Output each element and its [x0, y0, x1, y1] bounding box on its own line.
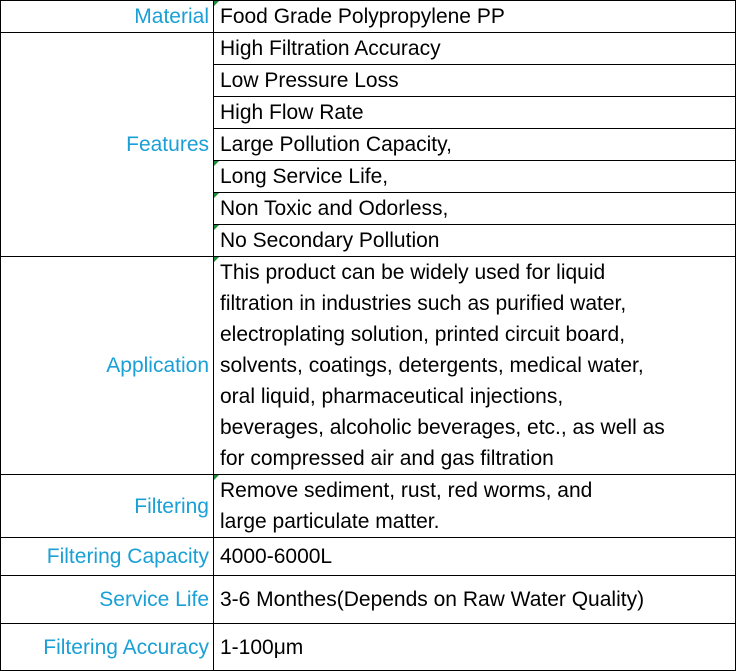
table-row-material: [1, 1, 736, 33]
table-row-application: [1, 257, 736, 475]
table-row-filtering-capacity: [1, 538, 736, 576]
application-line: for compressed air and gas filtration: [220, 447, 554, 470]
feature-item: No Secondary Pollution: [214, 225, 736, 257]
feature-item: Long Service Life,: [214, 161, 736, 193]
row-label-material: Material: [1, 1, 214, 33]
application-description: [214, 257, 736, 475]
filtering-accuracy-value: 1-100μm: [214, 624, 736, 671]
application-line: filtration in industries such as purified water,: [220, 292, 627, 315]
table-row-service-life: [1, 576, 736, 624]
filtering-line: Remove sediment, rust, red worms, and: [220, 479, 593, 502]
material-value: Food Grade Polypropylene PP: [214, 1, 736, 33]
row-label-features: Features: [1, 33, 214, 257]
application-line: This product can be widely used for liquid: [220, 261, 606, 284]
row-label-filtering: Filtering: [1, 475, 214, 538]
feature-item: High Flow Rate: [214, 97, 736, 129]
row-label-filtering-capacity: Filtering Capacity: [1, 538, 214, 576]
table-row-features: [1, 33, 736, 65]
row-label-application: Application: [1, 257, 214, 475]
row-label-filtering-accuracy: Filtering Accuracy: [1, 624, 214, 671]
table-row-filtering-accuracy: [1, 624, 736, 671]
row-label-service-life: Service Life: [1, 576, 214, 624]
table-row-filtering: [1, 475, 736, 538]
application-line: electroplating solution, printed circuit board,: [220, 323, 626, 346]
service-life-value: 3-6 Monthes(Depends on Raw Water Quality): [214, 576, 736, 624]
application-line: solvents, coatings, detergents, medical water,: [220, 354, 644, 377]
feature-item: Large Pollution Capacity,: [214, 129, 736, 161]
feature-item: Low Pressure Loss: [214, 65, 736, 97]
application-line: beverages, alcoholic beverages, etc., as well as: [220, 416, 665, 439]
feature-item: Non Toxic and Odorless,: [214, 193, 736, 225]
filtering-description: [214, 475, 736, 538]
filtering-capacity-value: 4000-6000L: [214, 538, 736, 576]
filtering-line: large particulate matter.: [220, 510, 440, 533]
feature-item: High Filtration Accuracy: [214, 33, 736, 65]
application-line: oral liquid, pharmaceutical injections,: [220, 385, 564, 408]
